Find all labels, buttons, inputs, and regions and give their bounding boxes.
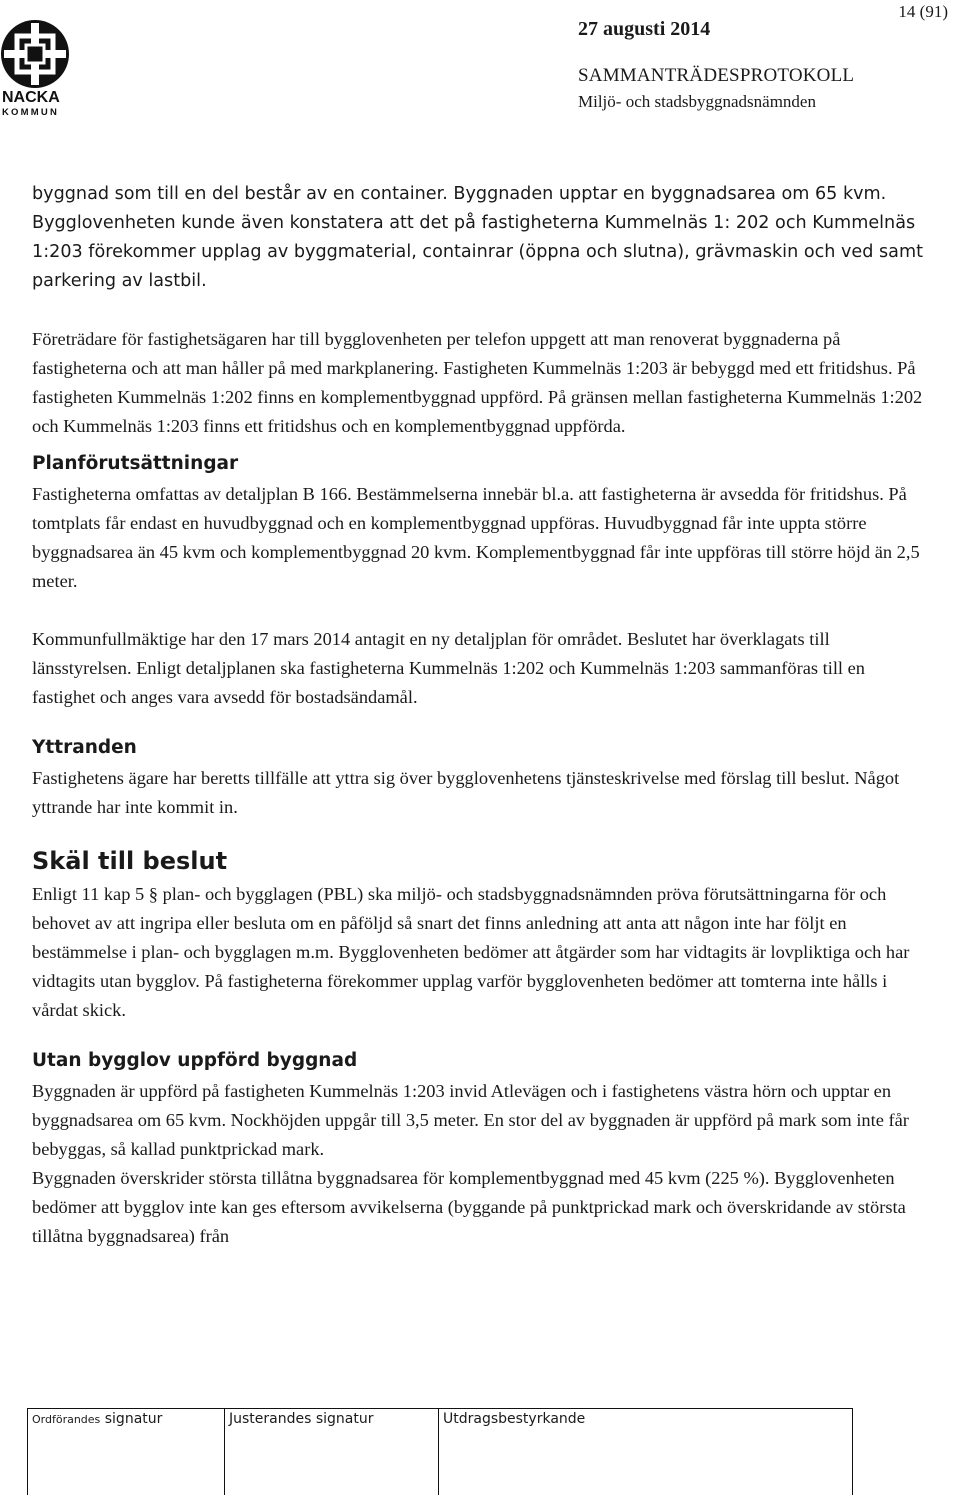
heading-planforutsattningar: Planförutsättningar xyxy=(32,453,239,474)
paragraph-inspection-findings: byggnad som till en del består av en container. Byggnaden upptar en byggnadsarea om 65 kvm. Bygglovenheten kunde även konstatera att det på fastigheterna Kummelnäs 1: 202 och Kummelnäs 1:203 förekommer upplag av byggmaterial, containrar (öppna och slutna), grävmaskin och ved samt parkering av lastbil. xyxy=(32,184,923,291)
logo-text-bottom: KOMMUN xyxy=(2,107,59,118)
meeting-date: 27 augusti 2014 xyxy=(578,18,711,40)
paragraph-reasons: Enligt 11 kap 5 § plan- och bygglagen (PBL) ska miljö- och stadsbyggnadsnämnden pröva förutsättningarna för och behovet av att ingripa eller besluta om en påföljd så snart det finns anledning att anta att någon inte har följt en bestämmelse i plan- och bygglagen m.m. Bygglovenheten bedömer att åtgärder som har vidtagits är lovpliktiga och har vidtagits utan bygglov. På fastigheterna förekommer upplag varför bygglovenheten bedömer att tomterna inte hålls i vårdat skick. xyxy=(32,884,910,1020)
signature-label-chairman-small: Ordförandes xyxy=(32,1413,101,1426)
signature-label-certification: Utdragsbestyrkande xyxy=(443,1411,586,1427)
signature-box-chairman xyxy=(27,1409,224,1495)
nacka-kommun-logo xyxy=(0,14,78,118)
paragraph-statements: Fastighetens ägare har beretts tillfälle att yttra sig över bygglovenhetens tjänsteskrivelse med förslag till beslut. Något yttrande har inte kommit in. xyxy=(32,768,900,817)
signature-box-certification xyxy=(438,1409,853,1495)
committee-name: Miljö- och stadsbyggnadsnämnden xyxy=(578,92,816,111)
paragraph-building-description: Byggnaden är uppförd på fastigheten Kummelnäs 1:203 invid Atlevägen och i fastighetens västra hörn och upptar en byggnadsarea om 65 kvm. Nockhöjden uppgår till 3,5 meter. En stor del av byggnaden är uppförd på mark som inte får bebyggas, så kallad punktprickad mark. xyxy=(32,1081,909,1159)
document-body xyxy=(32,180,932,1251)
paragraph-plan-conditions: Fastigheterna omfattas av detaljplan B 166. Bestämmelserna innebär bl.a. att fastigheterna är avsedda för fritidshus. På tomtplats får endast en huvudbyggnad och en komplementbyggnad uppföras. Huvudbyggnad får inte uppta större byggnadsarea än 45 kvm och komplementbyggnad 20 kvm. Komplementbyggnad får inte uppföras till större höjd än 2,5 meter. xyxy=(32,484,920,591)
paragraph-owner-statement: Företrädare för fastighetsägaren har till bygglovenheten per telefon uppgett att man renoverat byggnaderna på fastigheterna och att man håller på med markplanering. Fastigheten Kummelnäs 1:203 är bebyggd med ett fritidshus. På fastigheten Kummelnäs 1:202 finns en komplementbyggnad uppförd. På gränsen mellan fastigheterna Kummelnäs 1:202 och Kummelnäs 1:203 finns ett fritidshus och en komplementbyggnad uppförda. xyxy=(32,329,923,436)
paragraph-building-area-excess: Byggnaden överskrider största tillåtna byggnadsarea för komplementbyggnad med 45 kvm (225 %). Bygglovenheten bedömer att bygglov inte kan ges eftersom avvikelserna (byggande på punktprickad mark och överskridande av största tillåtna byggnadsarea) från xyxy=(32,1168,906,1246)
logo-text-top: NACKA xyxy=(2,89,60,106)
signature-table xyxy=(27,1408,853,1495)
protocol-title: SAMMANTRÄDESPROTOKOLL xyxy=(578,65,855,86)
signature-box-adjuster xyxy=(224,1409,438,1495)
page-number: 14 (91) xyxy=(898,2,948,21)
paragraph-new-detailed-plan: Kommunfullmäktige har den 17 mars 2014 antagit en ny detaljplan för området. Beslutet har överklagats till länsstyrelsen. Enligt detaljplanen ska fastigheterna Kummelnäs 1:202 och Kummelnäs 1:203 sammanföras till en fastighet och anges vara avsedd för bostadsändamål. xyxy=(32,629,866,707)
signature-label-adjuster: Justerandes signatur xyxy=(229,1411,374,1427)
signature-label-chairman: signatur xyxy=(100,1411,163,1427)
heading-skal-till-beslut: Skäl till beslut xyxy=(32,847,228,875)
heading-utan-bygglov: Utan bygglov uppförd byggnad xyxy=(32,1050,358,1071)
heading-yttranden: Yttranden xyxy=(32,737,137,758)
